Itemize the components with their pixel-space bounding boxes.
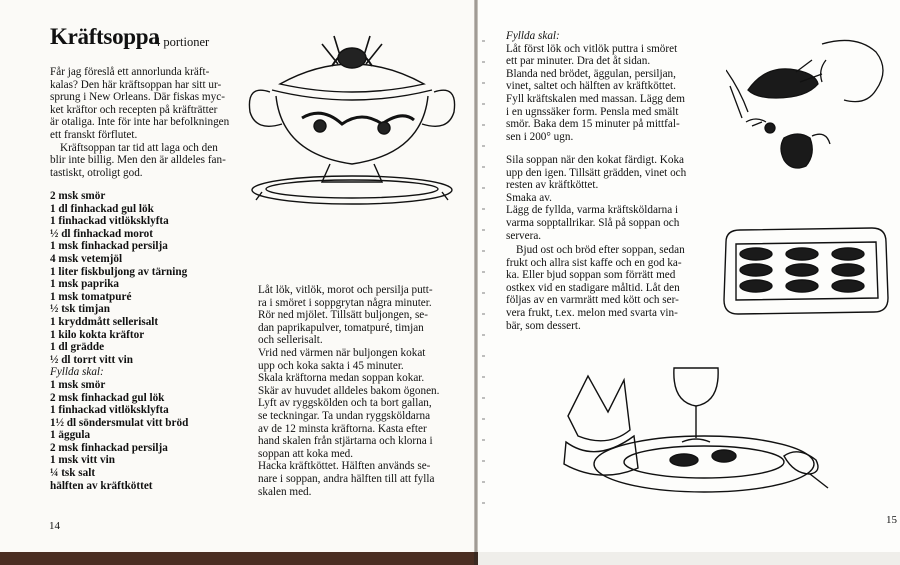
ingredient-item: 1 liter fiskbuljong av tärning	[50, 265, 188, 278]
method-line: smör. Baka dem 15 minuter på mittfal-	[506, 118, 680, 131]
ingredient-item: 1 finhackad vitlöksklyfta	[50, 404, 169, 417]
intro-line: kalas? Den här kräftsoppan har sitt ur-	[50, 78, 222, 91]
ingredient-list	[50, 190, 250, 492]
ingredient-item: 4 msk vetemjöl	[50, 252, 123, 265]
method-line: Rör ned mjölet. Tillsätt buljongen, se-	[258, 309, 428, 322]
method-line: resten av kräftköttet.	[506, 179, 599, 192]
hand-peeling-crayfish-illustration	[726, 30, 896, 190]
soup-tureen-illustration	[242, 14, 462, 214]
method-line: Låt först lök och vitlök puttra i smöret	[506, 42, 678, 55]
method-line: upp den igen. Tillsätt grädden, vinet och	[506, 166, 687, 179]
method-line: Blanda ned brödet, äggulan, persiljan,	[506, 67, 676, 80]
binding-holes	[482, 40, 485, 510]
method-line: bär, som dessert.	[506, 319, 581, 332]
method-text	[258, 284, 468, 498]
filled-shells-text	[506, 30, 721, 143]
method-line: vinet, saltet och hälften av kräftköttet.	[506, 80, 676, 93]
intro-line: Får jag föreslå ett annorlunda kräft-	[50, 66, 210, 78]
ingredient-item: 1½ dl söndersmulat vitt bröd	[50, 416, 189, 429]
ingredient-item: ¼ tsk salt	[50, 467, 96, 480]
method-line: se teckningar. Ta undan ryggsköldarna	[258, 409, 431, 422]
ingredient-item: 1 msk finhackad persilja	[50, 240, 168, 253]
ingredient-item: 1 kryddmått sellerisalt	[50, 315, 159, 328]
ingredient-item: 1 msk tomatpuré	[50, 290, 132, 303]
method-line: ra i smöret i soppgrytan några minuter.	[258, 296, 432, 309]
menu-suggestion-text	[506, 244, 721, 332]
book-cover-edge	[0, 552, 474, 565]
method-line: ett par minuter. Dra det åt sidan.	[506, 55, 651, 68]
intro-line: blir inte billig. Men den är alldeles fan-	[50, 154, 226, 167]
method-line: servera.	[506, 229, 542, 242]
filled-shells-heading: Fyllda skal:	[50, 366, 104, 379]
method-line: Låt lök, vitlök, morot och persilja putt-	[258, 284, 433, 296]
method-line: Lägg de fyllda, varma kräftsköldarna i	[506, 204, 679, 217]
method-line: Hacka kräftköttet. Hälften används se-	[258, 460, 431, 473]
method-line: av de 12 minsta kräftorna. Kasta efter	[258, 422, 427, 435]
ingredient-item: 1 msk paprika	[50, 278, 120, 291]
filled-shells-heading: Fyllda skal:	[506, 30, 560, 42]
method-line: hand skalen från stjärtarna och klorna i	[258, 435, 433, 448]
method-line: Vrid ned värmen när buljongen kokat	[258, 346, 426, 359]
ingredient-item: 1 kilo kokta kräftor	[50, 328, 145, 341]
ingredient-item: hälften av kräftköttet	[50, 479, 153, 492]
method-line: varma sopptallrikar. Slå på soppan och	[506, 216, 680, 229]
ingredient-item: 2 msk finhackad gul lök	[50, 391, 165, 404]
ingredient-item: 2 msk finhackad persilja	[50, 441, 168, 454]
intro-line: sprung i New Orleans. Där fiskas myc-	[50, 91, 225, 104]
method-line: ka. Eller bjud soppan som förrätt med	[506, 269, 676, 282]
recipe-title: Kräftsoppa	[50, 24, 160, 49]
method-line: Bjud ost och bröd efter soppan, sedan	[516, 244, 685, 256]
ingredient-item: 1 äggula	[50, 429, 91, 442]
method-line: Smaka av.	[506, 191, 552, 204]
method-line: Fyll kräftskalen med massan. Lägg dem	[506, 92, 685, 105]
table-setting-illustration	[548, 356, 838, 506]
intro-line: tastiskt, otroligt god.	[50, 166, 143, 179]
method-line: Lyft av ryggskölden och ta bort gallan,	[258, 397, 432, 410]
ingredient-item: ½ dl torrt vitt vin	[50, 353, 133, 366]
ingredient-item: ½ dl finhackad morot	[50, 227, 153, 240]
page-edge	[478, 552, 900, 565]
intro-line: ket kräftor och recepten på kräfträtter	[50, 103, 218, 116]
method-line: i en ugnssäker form. Pensla med smält	[506, 105, 679, 118]
baking-dish-illustration	[716, 222, 896, 322]
page-number-left: 14	[49, 520, 60, 532]
method-line: Skär av huvudet alldeles bakom ögonen.	[258, 384, 440, 397]
right-page	[478, 0, 900, 552]
intro-line: är otaliga. Inte för inte har befolkningen	[50, 116, 230, 129]
intro-line: Kräftsoppan tar tid att laga och den	[60, 141, 218, 154]
method-line: följas av en varmrätt med kött och ser-	[506, 294, 679, 307]
method-line: skalen med.	[258, 485, 312, 498]
serving-text	[506, 154, 721, 242]
ingredient-item: 1 dl finhackad gul lök	[50, 202, 154, 215]
method-line: soppan att koka med.	[258, 447, 354, 460]
ingredient-item: 1 msk vitt vin	[50, 454, 115, 467]
ingredient-item: ½ tsk timjan	[50, 303, 110, 316]
ingredient-item: 1 dl grädde	[50, 341, 105, 354]
method-line: Skala kräftorna medan soppan kokar.	[258, 372, 425, 385]
method-line: dan paprikapulver, tomatpuré, timjan	[258, 321, 424, 334]
method-line: sen i 200° ugn.	[506, 130, 574, 143]
method-line: frukt och allra sist kaffe och en god ka-	[506, 256, 682, 269]
intro-text	[50, 66, 240, 179]
ingredient-item: 2 msk smör	[50, 190, 106, 202]
method-line: och sellerisalt.	[258, 334, 323, 347]
method-line: vera frukt, t.ex. melon med svarta vin-	[506, 306, 678, 319]
page-number-right: 15	[886, 514, 897, 526]
ingredient-item: 1 msk smör	[50, 378, 106, 391]
portions-label: 4 portioner	[154, 35, 210, 49]
method-line: upp och koka sakta i 45 minuter.	[258, 359, 404, 372]
method-line: ostkex vid en stadigare måltid. Låt den	[506, 281, 680, 294]
method-line: nare i soppan, andra hälften till att fylla	[258, 472, 435, 485]
method-line: Sila soppan när den kokat färdigt. Koka	[506, 154, 685, 166]
intro-line: ett franskt förflutet.	[50, 128, 138, 141]
ingredient-item: 1 finhackad vitlöksklyfta	[50, 215, 169, 228]
